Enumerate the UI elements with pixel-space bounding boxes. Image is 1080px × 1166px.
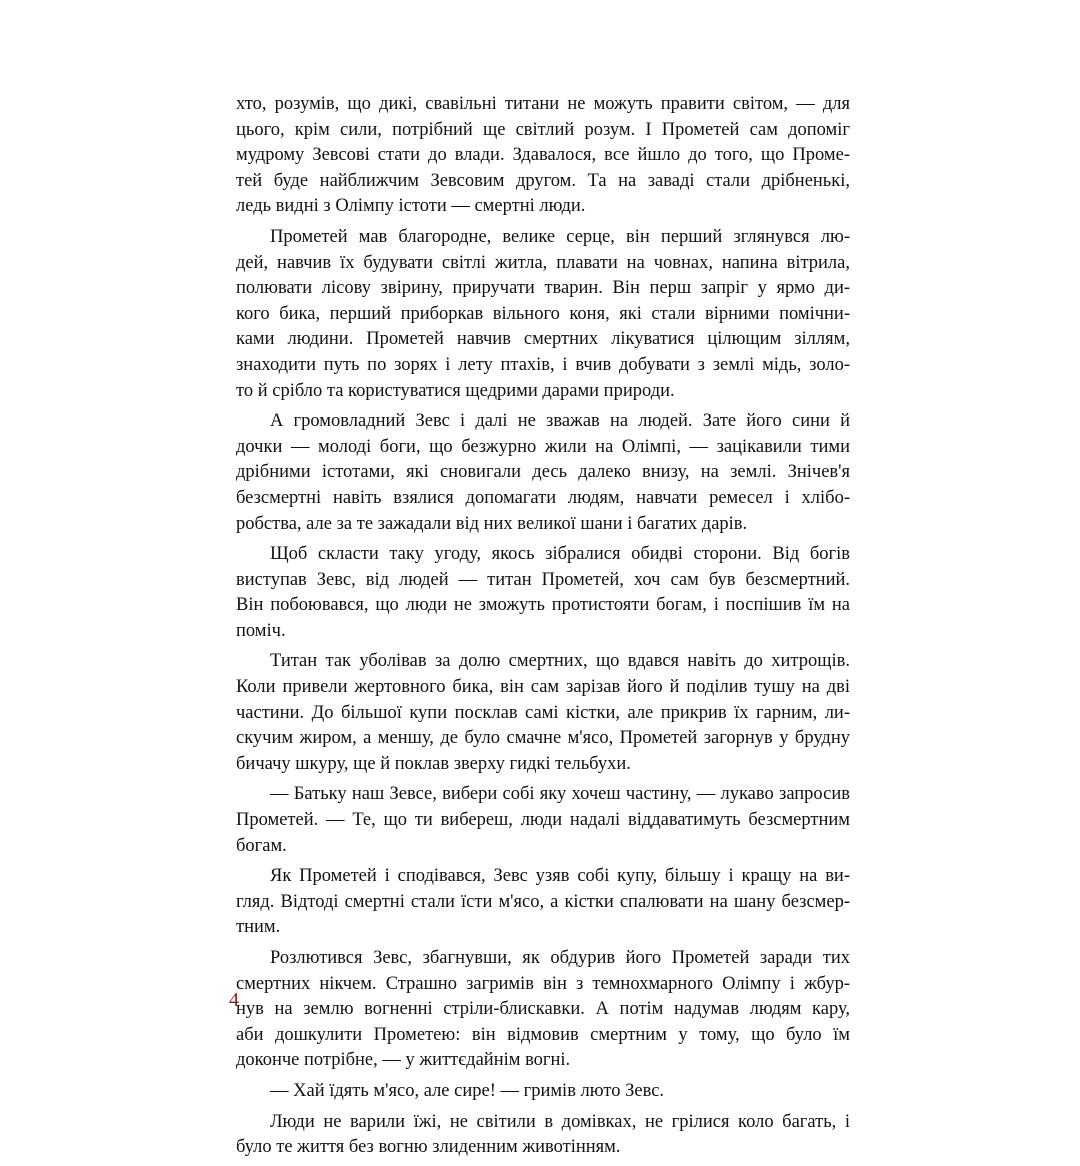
text-line: гляд. Відтоді смертні стали їсти м'ясо, а кістки спалювати на шану безсмер- — [236, 891, 850, 912]
text-line: безсмертні навіть взялися допомагати людям, навчати ремесел і хлібо- — [236, 487, 850, 508]
text-line: Розлютився Зевс, збагнувши, як обдурив його Прометей заради тих — [270, 948, 850, 968]
text-line: А громовладний Зевс і далі не зважав на людей. Зате його сини й — [270, 411, 850, 432]
paragraph — [236, 946, 850, 1074]
text-line: — Хай їдять м'ясо, але сире! — гримів люто Зевс. — [270, 1080, 665, 1101]
text-line: тним. — [236, 917, 281, 938]
text-line: Він побоювався, що люди не зможуть протистояти богам, і поспішив їм на — [236, 595, 850, 616]
text-line: мудрому Зевсові стати до влади. Здавалося, все йшло до того, що Проме- — [236, 145, 850, 166]
text-line: частини. До більшої купи посклав самі кістки, але прикрив їх гарним, ли- — [236, 702, 850, 723]
text-line: смертних нікчем. Страшно загримів він з темнохмарного Олімпу і жбур- — [236, 973, 850, 994]
text-line: Титан так уболівав за долю смертних, що вдався навіть до хитрощів. — [270, 651, 850, 672]
text-line: знаходити путь по зорях і лету птахів, і вчив добувати з землі мідь, золо- — [236, 354, 850, 375]
text-line: Коли привели жертовного бика, він сам зарізав його й поділив тушу на дві — [236, 677, 850, 698]
paragraph — [236, 409, 850, 537]
paragraph — [236, 542, 850, 644]
text-line: доконче потрібне, — у життєдайнім вогні. — [236, 1050, 571, 1071]
paragraph — [236, 1110, 850, 1161]
text-line: кого бика, перший приборкав вільного коня, які стали вірними помічни- — [236, 303, 850, 324]
text-line: виступав Зевс, від людей — титан Прометей, хоч сам був безсмертний. — [236, 569, 850, 590]
paragraph — [236, 782, 850, 859]
text-line: Як Прометей і сподівався, Зевс узяв собі купу, більшу і кращу на ви- — [270, 866, 850, 887]
paragraph — [236, 1079, 850, 1105]
text-line: дей, навчив їх будувати світлі житла, плавати на човнах, напина вітрила, — [236, 252, 850, 273]
text-line: нув на землю вогненні стріли-блискавки. А потім надумав людям кару, — [236, 999, 850, 1020]
paragraph — [236, 864, 850, 941]
text-line: дрібними істотами, які сновигали десь далеко внизу, на землі. Знічев'я — [236, 462, 850, 483]
text-line: аби дошкулити Прометею: він відмовив смертним у тому, що було їм — [236, 1024, 850, 1045]
text-line: тей буде найближчим Зевсовим другом. Та на заваді стали дрібненькі, — [236, 170, 850, 191]
paragraph — [236, 649, 850, 777]
paragraph — [236, 92, 850, 220]
text-line: дочки — молоді боги, що безжурно жили на Олімпі, — зацікавили тими — [236, 436, 850, 457]
text-line: бичачу шкуру, ще й поклав зверху гидкі тельбухи. — [236, 753, 631, 774]
page-number: 4 — [229, 989, 239, 1011]
text-line: — Батьку наш Зевсе, вибери собі яку хочеш частину, — лукаво запросив — [270, 784, 850, 805]
text-line: богам. — [236, 835, 287, 856]
text-line: то й срібло та користуватися щедрими дарами природи. — [236, 380, 675, 401]
paragraph — [236, 225, 850, 404]
text-line: ледь видні з Олімпу істоти — смертні люди. — [236, 196, 586, 217]
text-line: скучим жиром, а меншу, де було смачне м'ясо, Прометей загорнув у брудну — [236, 728, 850, 749]
text-line: Люди не варили їжі, не світили в домівках, не грілися коло багать, і — [270, 1111, 850, 1132]
text-line: ками людини. Прометей навчив смертних лікуватися цілющим зіллям, — [236, 329, 850, 350]
text-line: поміч. — [236, 620, 286, 641]
text-line: полювати лісову звірину, приручати тварин. Він перш запріг у ярмо ди- — [236, 278, 850, 299]
text-line: Прометей мав благородне, велике серце, він перший зглянувся лю- — [270, 226, 850, 247]
body-text — [236, 92, 850, 1166]
text-line: хто, розумів, що дикі, свавільні титани не можуть правити світом, — для — [236, 94, 850, 114]
text-line: Щоб скласти таку угоду, якось зібралися обидві сторони. Від богів — [270, 544, 850, 565]
text-line: Прометей. — Те, що ти вибереш, люди надалі віддаватимуть безсмертним — [236, 810, 850, 831]
text-line: цього, крім сили, потрібний ще світлий розум. І Прометей сам допоміг — [236, 119, 850, 140]
text-line: було те життя без вогню злиденним животінням. — [236, 1137, 621, 1158]
text-line: робства, але за те зажадали від них великої шани і багатих дарів. — [236, 513, 748, 534]
